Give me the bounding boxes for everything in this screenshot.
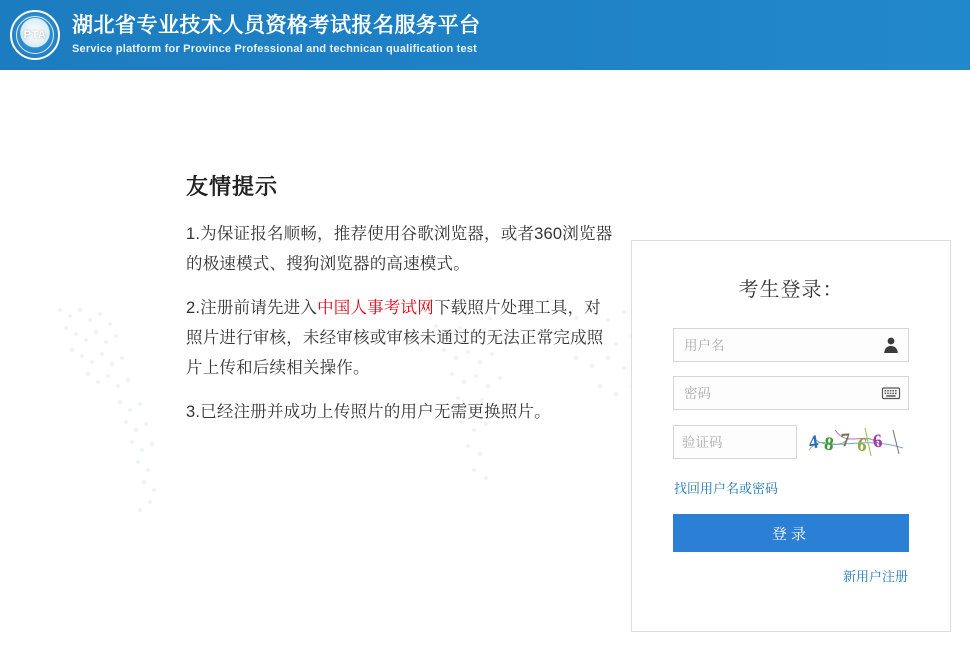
tips-panel (186, 170, 616, 441)
captcha-image[interactable] (805, 424, 909, 460)
site-subtitle: Service platform for Province Professional and technican qualification test (72, 43, 477, 55)
svg-text:7: 7 (840, 429, 852, 452)
username-field-wrap (673, 328, 909, 362)
captcha-input[interactable] (673, 425, 797, 459)
username-input[interactable] (673, 328, 909, 362)
site-header (0, 0, 970, 70)
tips-item-1: 1.为保证报名顺畅，推荐使用谷歌浏览器，或者360浏览器的极速模式、搜狗浏览器的高速模式。 (186, 225, 613, 273)
login-panel (631, 240, 951, 632)
tips-item-2-suffix: 下载照片处理工具，对照片进行审核，未经审核或审核未通过的无法正常完成照片上传和后续相关操作。 (186, 299, 604, 377)
svg-text:4: 4 (807, 431, 820, 454)
svg-text:6: 6 (871, 430, 884, 453)
captcha-row (673, 424, 909, 460)
login-button[interactable]: 登录 (673, 514, 909, 552)
forgot-credentials-link[interactable]: 找回用户名或密码 (674, 481, 779, 496)
exam-site-link[interactable]: 中国人事考试网 (317, 299, 434, 317)
tips-item-3: 3.已经注册并成功上传照片的用户无需更换照片。 (186, 403, 551, 421)
password-input[interactable] (673, 376, 909, 410)
svg-text:6: 6 (855, 434, 869, 457)
site-logo-icon (10, 10, 60, 60)
logo-mark-text: PTA (23, 29, 47, 41)
tips-heading: 友情提示 (186, 174, 279, 199)
login-title: 考生登录： (738, 279, 844, 301)
svg-text:8: 8 (823, 433, 835, 456)
register-link[interactable]: 新用户注册 (842, 569, 908, 584)
header-text-block (72, 13, 481, 57)
password-field-wrap (673, 376, 909, 410)
page-content (0, 70, 970, 585)
site-title: 湖北省专业技术人员资格考试报名服务平台 (72, 14, 481, 37)
tips-item-2 (186, 293, 616, 383)
tips-item-2-prefix: 2.注册前请先进入 (186, 299, 318, 317)
